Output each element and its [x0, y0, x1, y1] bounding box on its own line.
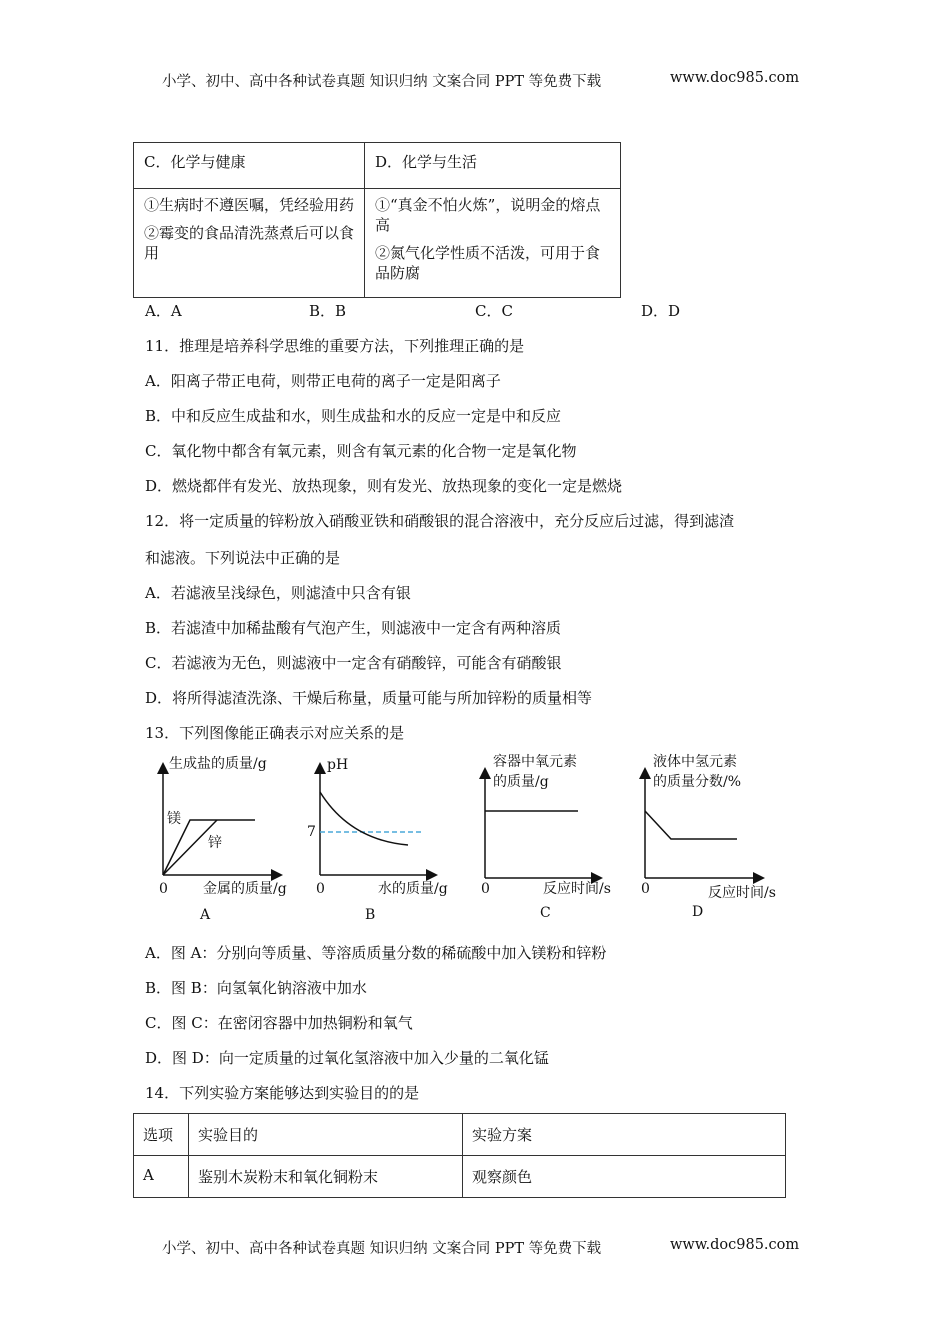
svg-text:液体中氢元素: 液体中氢元素: [653, 754, 737, 770]
q12-option-c: C．若滤液为无色，则滤液中一定含有硝酸锌，可能含有硝酸银: [145, 654, 562, 672]
chart-d: [641, 753, 776, 920]
q10-table: [133, 142, 621, 298]
q12-option-b: B．若滤渣中加稀盐酸有气泡产生，则滤液中一定含有两种溶质: [145, 619, 562, 637]
q12-stem-line1: 12．将一定质量的锌粉放入硝酸亚铁和硝酸银的混合溶液中，充分反应后过滤，得到滤渣: [145, 512, 735, 530]
q11-option-d: D．燃烧都伴有发光、放热现象，则有发光、放热现象的变化一定是燃烧: [145, 477, 623, 495]
header-url: www.doc985.com: [670, 70, 800, 86]
svg-text:0: 0: [316, 881, 325, 897]
table-cell: A: [134, 1156, 189, 1198]
footer-text: 小学、初中、高中各种试卷真题 知识归纳 文案合同 PPT 等免费下载: [162, 1241, 602, 1257]
q14-table: [133, 1113, 786, 1198]
q13-option-a: A．图 A：分别向等质量、等溶质质量分数的稀硫酸中加入镁粉和锌粉: [145, 944, 607, 962]
svg-text:水的质量/g: 水的质量/g: [378, 881, 448, 897]
svg-text:0: 0: [159, 881, 168, 897]
table-header: 实验方案: [463, 1114, 786, 1156]
chart-b: [307, 757, 448, 923]
svg-text:反应时间/s: 反应时间/s: [543, 881, 611, 897]
svg-text:锌: 锌: [208, 835, 222, 851]
q12-option-a: A．若滤液呈浅绿色，则滤渣中只含有银: [145, 584, 411, 602]
q10-option-d: D．D: [641, 302, 681, 320]
page-footer: [162, 1237, 802, 1258]
chart-c: [481, 753, 611, 921]
svg-text:金属的质量/g: 金属的质量/g: [203, 881, 287, 897]
q10-d-item: ②氮气化学性质不活泼，可用于食品防腐: [375, 244, 601, 282]
svg-text:0: 0: [641, 881, 650, 897]
svg-text:镁: 镁: [167, 811, 181, 827]
q13-option-d: D．图 D：向一定质量的过氧化氢溶液中加入少量的二氧化锰: [145, 1049, 549, 1067]
q11-option-a: A．阳离子带正电荷，则带正电荷的离子一定是阳离子: [145, 372, 501, 390]
table-cell: 观察颜色: [463, 1156, 786, 1198]
svg-text:A: A: [200, 907, 211, 923]
table-header: 实验目的: [189, 1114, 463, 1156]
q10-c-item: ①生病时不遵医嘱，凭经验用药: [144, 196, 355, 214]
q10-c-head: C．化学与健康: [134, 143, 365, 189]
footer-url: www.doc985.com: [670, 1237, 800, 1253]
q12-stem-line2: 和滤液。下列说法中正确的是: [145, 549, 341, 567]
q13-option-b: B．图 B：向氢氧化钠溶液中加水: [145, 979, 367, 997]
q13-stem: 13．下列图像能正确表示对应关系的是: [145, 724, 405, 742]
svg-text:D: D: [692, 904, 704, 920]
svg-text:7: 7: [307, 824, 316, 840]
svg-text:C: C: [540, 905, 551, 921]
svg-text:的质量/g: 的质量/g: [493, 774, 549, 790]
svg-text:0: 0: [481, 881, 490, 897]
svg-text:反应时间/s: 反应时间/s: [708, 885, 776, 901]
q11-option-c: C．氧化物中都含有氧元素，则含有氧元素的化合物一定是氧化物: [145, 442, 577, 460]
q10-option-c: C．C: [475, 302, 513, 320]
q14-stem: 14．下列实验方案能够达到实验目的的是: [145, 1084, 420, 1102]
q10-d-head: D．化学与生活: [365, 143, 621, 189]
table-cell: 鉴别木炭粉末和氧化铜粉末: [189, 1156, 463, 1198]
chart-a: [159, 755, 287, 923]
table-header: 选项: [134, 1114, 189, 1156]
page-header: [162, 70, 802, 91]
q13-charts: [140, 750, 800, 930]
q10-c-item: ②霉变的食品清洗蒸煮后可以食用: [144, 224, 355, 262]
q10-option-a: A．A: [145, 302, 182, 320]
q10-option-b: B．B: [309, 302, 347, 320]
q11-stem: 11．推理是培养科学思维的重要方法，下列推理正确的是: [145, 337, 525, 355]
svg-text:的质量分数/%: 的质量分数/%: [653, 774, 742, 790]
table-header-row: [134, 1114, 786, 1156]
svg-text:pH: pH: [327, 757, 349, 773]
table-row: [134, 1156, 786, 1198]
q13-option-c: C．图 C：在密闭容器中加热铜粉和氧气: [145, 1014, 413, 1032]
svg-text:生成盐的质量/g: 生成盐的质量/g: [169, 756, 267, 772]
svg-text:B: B: [365, 907, 376, 923]
q10-d-item: ①“真金不怕火炼”，说明金的熔点高: [375, 196, 601, 234]
q12-option-d: D．将所得滤渣洗涤、干燥后称量，质量可能与所加锌粉的质量相等: [145, 689, 593, 707]
svg-text:容器中氧元素: 容器中氧元素: [493, 754, 577, 770]
header-text: 小学、初中、高中各种试卷真题 知识归纳 文案合同 PPT 等免费下载: [162, 74, 602, 90]
q11-option-b: B．中和反应生成盐和水，则生成盐和水的反应一定是中和反应: [145, 407, 562, 425]
